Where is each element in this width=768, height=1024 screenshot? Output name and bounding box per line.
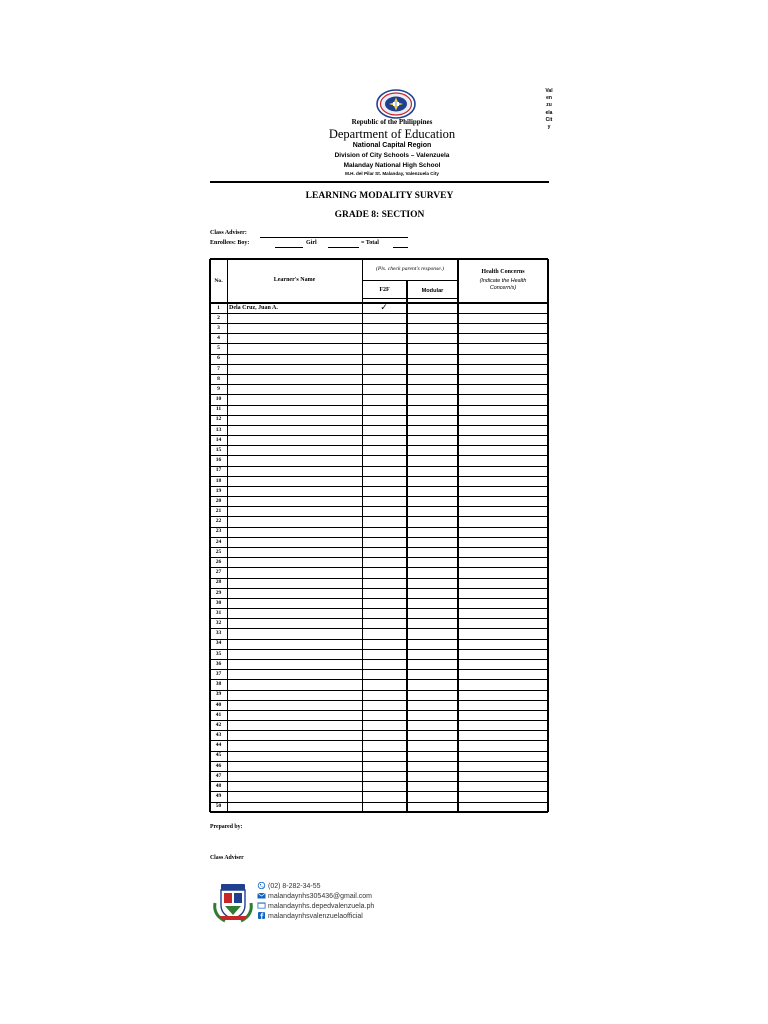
row-number: 21	[215, 508, 222, 515]
table-row[interactable]	[210, 354, 548, 364]
email-icon	[257, 892, 266, 899]
row-number: 33	[215, 630, 222, 637]
row-number: 5	[217, 345, 220, 352]
table-row[interactable]	[210, 435, 548, 445]
table-row[interactable]	[210, 537, 548, 547]
row-number: 23	[215, 528, 222, 535]
region-label: National Capital Region	[352, 142, 432, 149]
table-row[interactable]	[210, 700, 548, 710]
row-number: 15	[215, 447, 222, 454]
row-number: 8	[217, 375, 220, 382]
contact-phone-text: (02) 8-282-34-55	[268, 883, 321, 890]
row-number: 27	[215, 569, 222, 576]
table-row[interactable]	[210, 517, 548, 527]
row-number: 34	[215, 640, 222, 647]
header-check-note: (Pls. check parent's response.)	[375, 266, 445, 272]
row-number: 50	[215, 803, 222, 810]
header-health-note-2: Concern/s)	[489, 285, 517, 291]
table-row[interactable]	[210, 558, 548, 568]
table-row[interactable]	[210, 659, 548, 669]
learner-name: Dela Cruz, Juan A.	[229, 304, 278, 311]
table-row[interactable]	[210, 731, 548, 741]
table-row[interactable]	[210, 639, 548, 649]
row-number: 42	[215, 721, 222, 728]
phone-icon	[257, 882, 266, 889]
row-number: 37	[215, 670, 222, 677]
girl-count-blank[interactable]	[328, 247, 359, 248]
division-label: Division of City Schools – Valenzuela	[334, 152, 450, 159]
row-number: 43	[215, 732, 222, 739]
table-row[interactable]	[210, 781, 548, 791]
table-row[interactable]	[210, 527, 548, 537]
table-row[interactable]	[210, 741, 548, 751]
row-number: 18	[215, 477, 222, 484]
row-number: 20	[215, 497, 222, 504]
school-name: Malanday National High School	[343, 162, 441, 169]
header-learner-name: Learner's Name	[273, 277, 316, 283]
table-row[interactable]	[210, 476, 548, 486]
row-number: 4	[217, 335, 220, 342]
header-modular: Modular	[421, 288, 444, 294]
table-row[interactable]	[210, 466, 548, 476]
row-number: 9	[217, 385, 220, 392]
deped-seal-logo	[375, 89, 417, 119]
header-f2f: F2F	[379, 287, 390, 293]
table-row[interactable]	[210, 649, 548, 659]
row-number: 44	[215, 742, 222, 749]
table-row[interactable]	[210, 384, 548, 394]
row-number: 46	[215, 762, 222, 769]
row-number: 6	[217, 355, 220, 362]
row-number: 7	[217, 365, 220, 372]
row-number: 39	[215, 691, 222, 698]
header-subdivider-low	[362, 298, 458, 299]
table-row[interactable]	[210, 486, 548, 496]
table-row[interactable]	[210, 547, 548, 557]
row-number: 12	[215, 416, 222, 423]
boy-count-blank[interactable]	[275, 247, 303, 248]
class-adviser-signature-label: Class Adviser	[210, 855, 244, 861]
row-number: 14	[215, 436, 222, 443]
header-health-concerns: Health Concerns	[481, 269, 525, 275]
row-number: 38	[215, 681, 222, 688]
table-row[interactable]	[210, 669, 548, 679]
row-number: 30	[215, 599, 222, 606]
total-count-blank[interactable]	[393, 247, 408, 248]
contact-website	[257, 902, 374, 910]
row-number: 17	[215, 467, 222, 474]
row-number: 49	[215, 793, 222, 800]
row-number: 28	[215, 579, 222, 586]
row-number: 26	[215, 559, 222, 565]
survey-title: LEARNING MODALITY SURVEY	[305, 191, 454, 201]
row-number: 36	[215, 660, 222, 667]
table-row[interactable]	[210, 568, 548, 578]
school-address: M.H. del Pilar St. Malanday, Valenzuela City	[345, 171, 439, 176]
total-label: = Total	[361, 240, 379, 246]
row-number: 3	[217, 324, 220, 331]
table-row[interactable]	[210, 364, 548, 374]
row-number: 41	[215, 711, 222, 718]
table-row[interactable]	[210, 415, 548, 425]
row-number: 19	[215, 487, 222, 494]
table-row[interactable]	[210, 323, 548, 333]
school-seal-logo	[211, 881, 255, 923]
row-number: 25	[215, 548, 222, 555]
contact-website-text[interactable]: malandaynhs.depedvalenzuela.ph	[268, 903, 375, 910]
table-row[interactable]	[210, 771, 548, 781]
class-adviser-label: Class Adviser:	[210, 230, 247, 236]
table-row[interactable]	[210, 608, 548, 618]
table-row[interactable]	[210, 446, 548, 456]
row-number: 48	[215, 782, 222, 789]
table-row[interactable]	[210, 690, 548, 700]
row-number: 16	[215, 457, 222, 464]
table-row[interactable]	[210, 720, 548, 730]
contact-phone	[257, 882, 321, 890]
table-row[interactable]	[210, 588, 548, 598]
table-row[interactable]	[210, 792, 548, 802]
row-number: 31	[215, 609, 222, 616]
row-number: 1	[217, 304, 220, 311]
row-number: 24	[215, 538, 222, 545]
row-number: 2	[217, 314, 220, 321]
side-vertical-text: ValenzuelaCity	[545, 88, 553, 131]
table-row[interactable]	[210, 598, 548, 608]
row-number: 45	[215, 752, 222, 759]
table-row[interactable]	[210, 405, 548, 415]
learner-table	[210, 259, 548, 812]
header-subdivider	[362, 280, 458, 281]
row-number: 10	[215, 396, 222, 403]
grade-section-title: GRADE 8: SECTION	[334, 210, 425, 220]
girl-label: Girl	[306, 240, 317, 246]
table-row[interactable]	[210, 303, 548, 313]
row-number: 29	[215, 589, 222, 596]
f2f-checkmark: ✓	[380, 301, 388, 312]
row-number: 35	[215, 650, 222, 657]
row-number: 13	[215, 426, 222, 433]
class-adviser-blank[interactable]	[260, 237, 408, 238]
table-row[interactable]	[210, 496, 548, 506]
department-title: Department of Education	[328, 127, 456, 141]
row-number: 47	[215, 772, 222, 779]
contact-email	[257, 892, 372, 900]
table-row[interactable]	[210, 680, 548, 690]
table-border-top	[210, 258, 548, 259]
table-row[interactable]	[210, 344, 548, 354]
table-row[interactable]	[210, 313, 548, 323]
facebook-icon	[257, 912, 266, 919]
row-number: 40	[215, 701, 222, 708]
table-row[interactable]	[210, 761, 548, 771]
enrollees-label: Enrollees: Boy:	[210, 240, 250, 246]
contact-email-text[interactable]: malandaynhs305436@gmail.com	[268, 893, 372, 900]
header-health-note-1: (Indicate the Health	[479, 278, 527, 284]
table-row[interactable]	[210, 334, 548, 344]
table-row[interactable]	[210, 629, 548, 639]
table-row[interactable]	[210, 710, 548, 720]
republic-label: Republic of the Philippines	[351, 118, 433, 126]
table-row[interactable]	[210, 578, 548, 588]
contact-facebook	[257, 912, 363, 920]
table-row[interactable]	[210, 619, 548, 629]
table-row[interactable]	[210, 802, 548, 812]
table-row[interactable]	[210, 425, 548, 435]
table-row[interactable]	[210, 395, 548, 405]
row-number: 22	[215, 518, 222, 525]
contact-facebook-text[interactable]: malandaynhsvalenzuelaofficial	[268, 913, 363, 920]
prepared-by-label: Prepared by:	[210, 824, 243, 830]
row-number: 32	[215, 620, 222, 627]
header-no: No.	[214, 278, 223, 284]
table-row[interactable]	[210, 507, 548, 517]
row-number: 11	[215, 406, 222, 413]
header-divider	[210, 181, 549, 183]
table-row[interactable]	[210, 456, 548, 466]
table-row[interactable]	[210, 751, 548, 761]
web-icon	[257, 902, 266, 909]
table-row[interactable]	[210, 374, 548, 384]
